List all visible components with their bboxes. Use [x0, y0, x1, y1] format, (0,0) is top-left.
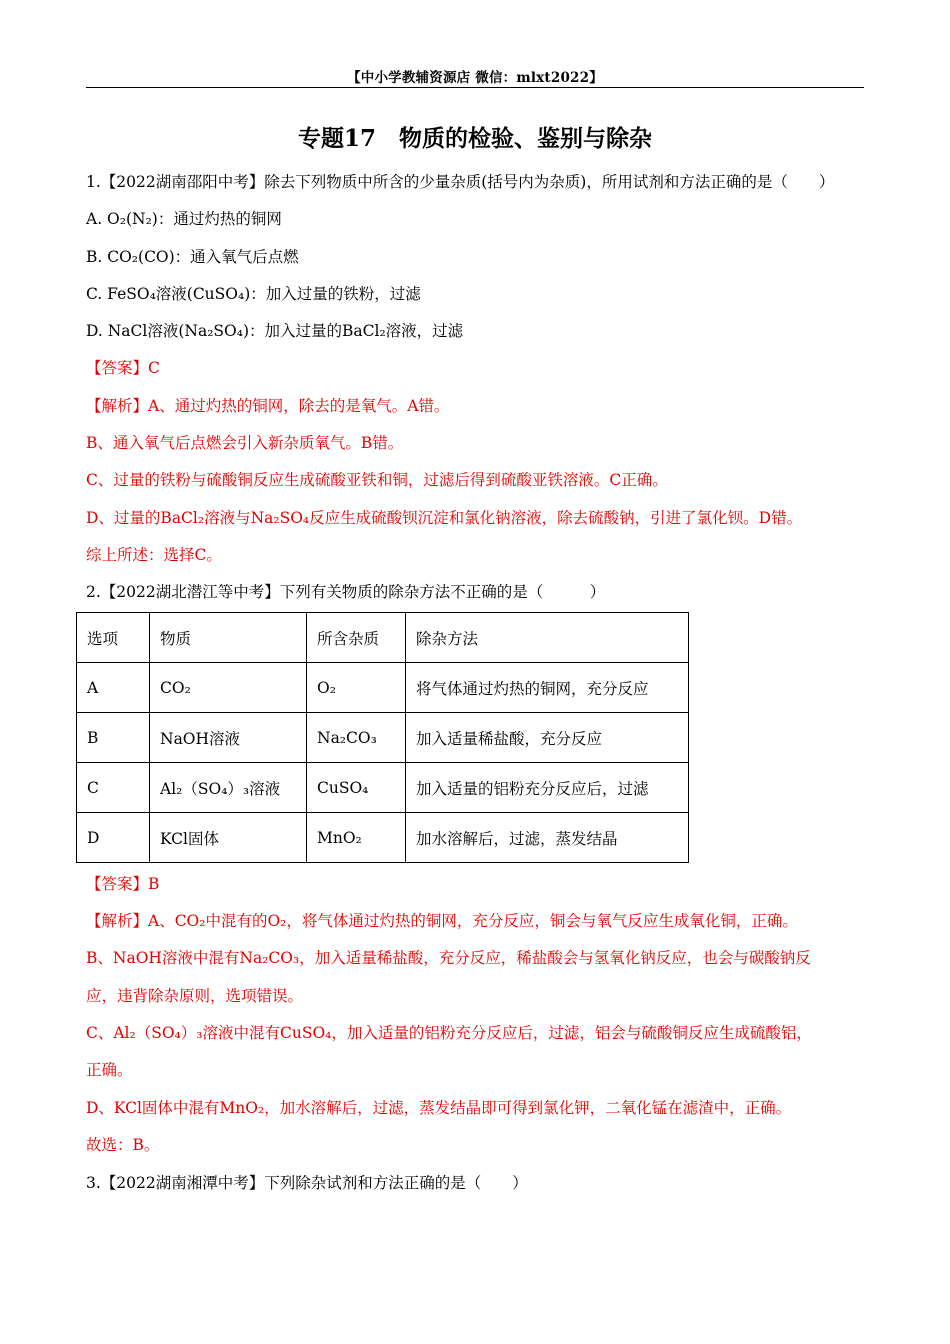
- q1-analysis-line: C、过量的铁粉与硫酸铜反应生成硫酸亚铁和铜，过滤后得到硫酸亚铁溶液。C正确。: [86, 471, 668, 489]
- q1-stem: 1.【2022湖南邵阳中考】除去下列物质中所含的少量杂质(括号内为杂质)，所用试剂和方法正确的是（ ）: [86, 173, 835, 191]
- table-header-row: [77, 613, 689, 663]
- table-row: [77, 813, 689, 863]
- q1-option-d: D. NaCl溶液(Na₂SO₄)：加入过量的BaCl₂溶液，过滤: [86, 322, 464, 340]
- q2-analysis-line: 正确。: [86, 1061, 133, 1079]
- q2-analysis-line: B、NaOH溶液中混有Na₂CO₃，加入适量稀盐酸，充分反应，稀盐酸会与氢氧化钠反应，也会与碳酸钠反: [86, 949, 811, 967]
- q1-analysis-line: 【解析】A、通过灼热的铜网，除去的是氧气。A错。: [86, 397, 450, 415]
- table-cell: 加入适量的铝粉充分反应后，过滤: [406, 763, 689, 813]
- q1-option-b: B. CO₂(CO)：通入氧气后点燃: [86, 248, 299, 266]
- table-cell: O₂: [307, 663, 406, 713]
- table-cell: B: [77, 713, 150, 763]
- q1-option-c: C. FeSO₄溶液(CuSO₄)：加入过量的铁粉，过滤: [86, 285, 421, 303]
- table-header-cell: 除杂方法: [406, 613, 689, 663]
- table-cell: D: [77, 813, 150, 863]
- table-cell: CO₂: [150, 663, 307, 713]
- page-header: 【中小学教辅资源店 微信：mlxt2022】: [347, 70, 603, 86]
- q1-answer: 【答案】C: [86, 359, 160, 377]
- table-cell: 将气体通过灼热的铜网，充分反应: [406, 663, 689, 713]
- table-cell: Al₂（SO₄）₃溶液: [150, 763, 307, 813]
- q2-analysis-line: 【解析】A、CO₂中混有的O₂，将气体通过灼热的铜网，充分反应，铜会与氧气反应生成氧化铜，正确。: [86, 912, 798, 930]
- table-cell: KCl固体: [150, 813, 307, 863]
- table-cell: 加入适量稀盐酸，充分反应: [406, 713, 689, 763]
- q2-analysis-line: 故选：B。: [86, 1136, 160, 1154]
- page-title: 专题17 物质的检验、鉴别与除杂: [297, 125, 652, 152]
- q3-stem: 3.【2022湖南湘潭中考】下列除杂试剂和方法正确的是（ ）: [86, 1174, 528, 1192]
- table-row: [77, 763, 689, 813]
- q2-answer: 【答案】B: [86, 875, 160, 893]
- table-cell: Na₂CO₃: [307, 713, 406, 763]
- q1-option-a: A. O₂(N₂)：通过灼热的铜网: [86, 210, 282, 228]
- table-row: [77, 713, 689, 763]
- q1-analysis-line: D、过量的BaCl₂溶液与Na₂SO₄反应生成硫酸钡沉淀和氯化钠溶液，除去硫酸钠，引进了氯化钡。D错。: [86, 509, 803, 527]
- q2-analysis-line: C、Al₂（SO₄）₃溶液中混有CuSO₄，加入适量的铝粉充分反应后，过滤，铝会与硫酸铜反应生成硫酸铝，: [86, 1024, 812, 1042]
- table-cell: MnO₂: [307, 813, 406, 863]
- table-cell: 加水溶解后，过滤，蒸发结晶: [406, 813, 689, 863]
- q1-analysis-line: 综上所述：选择C。: [86, 546, 222, 564]
- table-header-cell: 所含杂质: [307, 613, 406, 663]
- header-divider: [86, 87, 864, 88]
- table-row: [77, 663, 689, 713]
- q2-analysis-line: D、KCl固体中混有MnO₂，加水溶解后，过滤，蒸发结晶即可得到氯化钾，二氧化锰在滤渣中，正确。: [86, 1099, 792, 1117]
- table-header-cell: 物质: [150, 613, 307, 663]
- q1-analysis-line: B、通入氧气后点燃会引入新杂质氧气。B错。: [86, 434, 404, 452]
- q2-options-table: [76, 612, 689, 863]
- q2-stem: 2.【2022湖北潜江等中考】下列有关物质的除杂方法不正确的是（ ）: [86, 583, 606, 601]
- table-header-cell: 选项: [77, 613, 150, 663]
- table-cell: NaOH溶液: [150, 713, 307, 763]
- table-cell: CuSO₄: [307, 763, 406, 813]
- q2-analysis-line: 应，违背除杂原则，选项错误。: [86, 987, 304, 1005]
- table-cell: A: [77, 663, 150, 713]
- table-cell: C: [77, 763, 150, 813]
